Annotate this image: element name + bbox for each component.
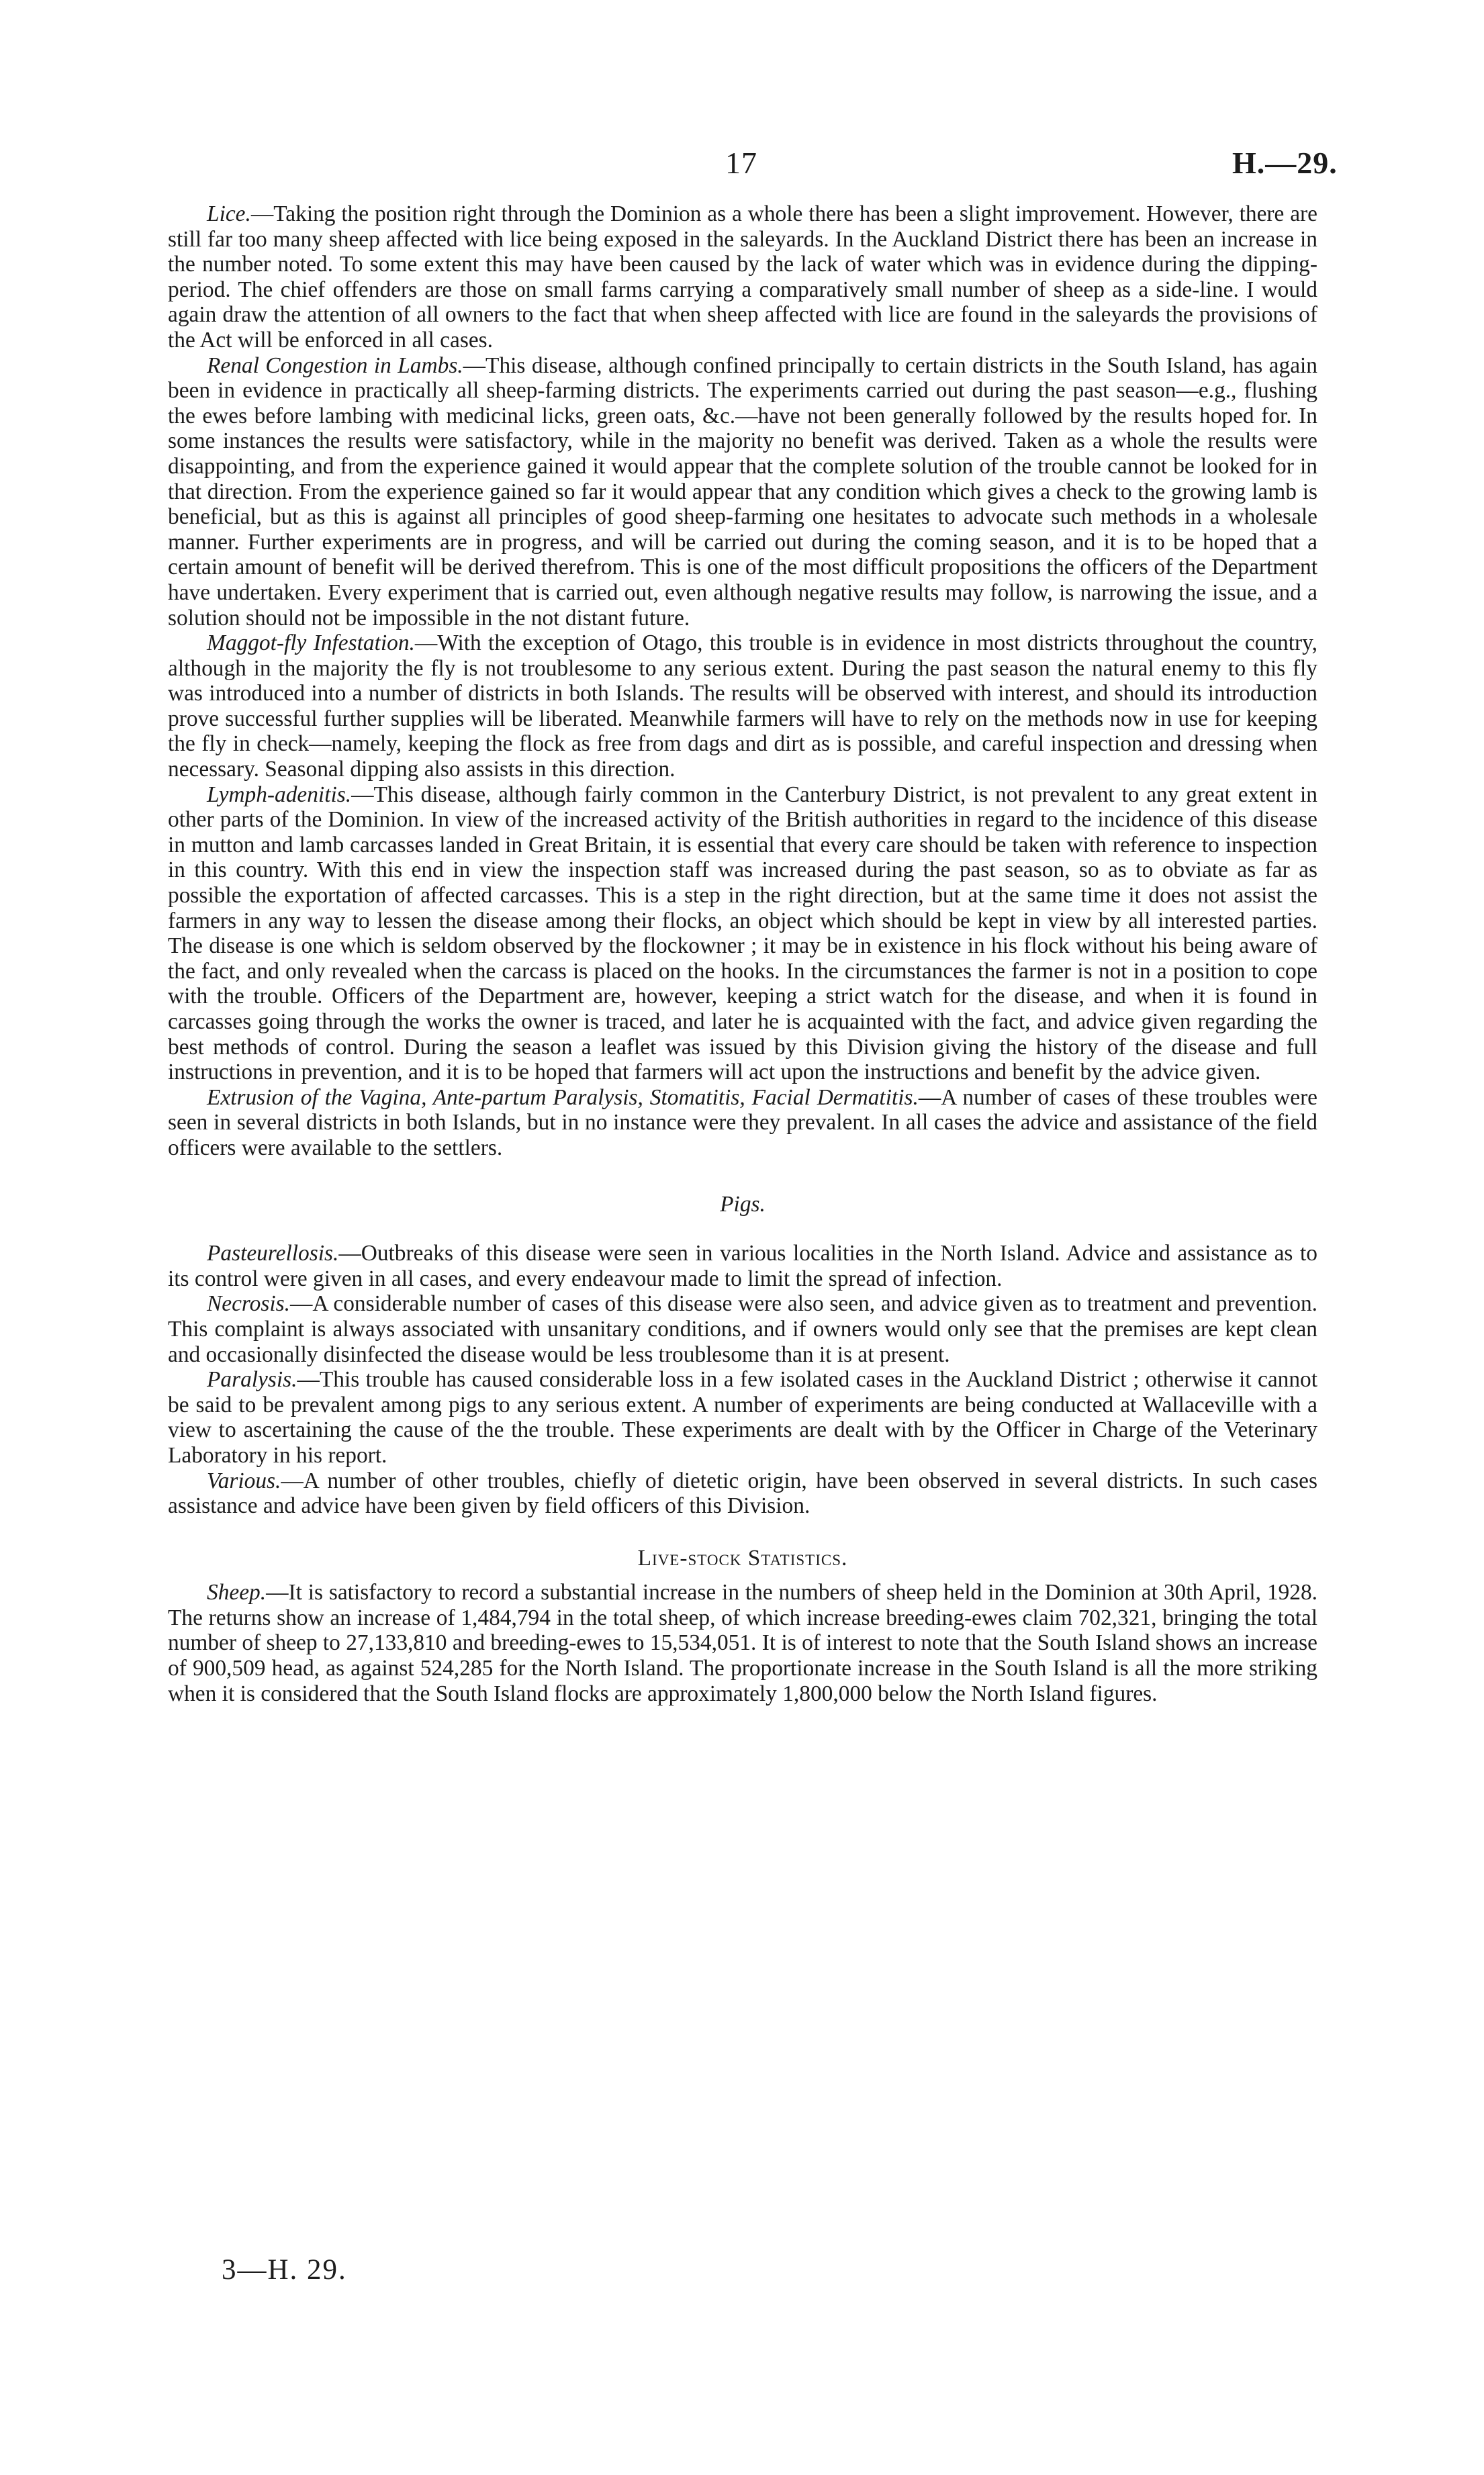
paragraph-lead: Paralysis. [207, 1367, 297, 1393]
paragraph-maggot-fly [168, 631, 1317, 782]
paragraph-pasteurellosis [168, 1241, 1317, 1291]
paragraph-lead: Necrosis. [207, 1291, 290, 1317]
paragraph-text: —A number of cases of these troubles were seen in several districts in both Islands, but in no instance were they prevalent. In all cases the advice and assistance of the field officers were available to the settlers. [168, 1084, 1318, 1160]
paragraph-lead: Renal Congestion in Lambs. [207, 353, 463, 378]
paragraph-lead: Pasteurellosis. [207, 1241, 339, 1266]
paragraph-lead: Lice. [207, 201, 251, 226]
paragraph-text: —Taking the position right through the Dominion as a whole there has been a slight improvement. However, there are still far too many sheep affected with lice being exposed in the saleyards. In the Auckland District there has been an increase in the number noted. To some extent this may have been caused by the lack of water which was in evidence during the dipping-period. The chief offenders are those on small farms carrying a comparatively small number of sheep as a side-line. I would again draw the attention of all owners to the fact that when sheep affected with lice are found in the saleyards the provisions of the Act will be enforced in all cases. [168, 201, 1317, 353]
paragraph-text: —With the exception of Otago, this trouble is in evidence in most districts throughout the country, although in the majority the fly is not troublesome to any serious extent. During the past season the natural enemy to this fly was introduced into a number of districts in both Islands. The results will be observed with interest, and should its introduction prove successful further supplies will be liberated. Meanwhile farmers will have to rely on the methods now in use for keeping the fly in check—namely, keeping the flock as free from dags and dirt as is possible, and careful inspection and dressing when necessary. Seasonal dipping also assists in this direction. [168, 631, 1318, 782]
paragraph-text: —A considerable number of cases of this disease were also seen, and advice given as to treatment and prevention. This complaint is always associated with unsanitary conditions, and if owners would only see that the premises are kept clean and occasionally disinfected the disease would be less troublesome than it is at present. [168, 1291, 1317, 1367]
page-number: 17 [725, 146, 757, 180]
paragraph-lead: Sheep. [207, 1580, 267, 1605]
paragraph-text: —This disease, although confined principally to certain districts in the South Island, has again been in evidence in practically all sheep-farming districts. The experiments carried out during the past season—e.g., flushing the ewes before lambing with medicinal licks, green oats, &c.—have not been generally followed by the results hoped for. In some instances the results were satisfactory, while in the majority no benefit was derived. Taken as a whole the results were disappointing, and from the experience gained it would appear that the complete solution of the trouble cannot be looked for in that direction. From the experience gained so far it would appear that any condition which gives a check to the growing lamb is beneficial, but as this is against all principles of good sheep-farming one hesitates to advocate such methods in a wholesale manner. Further experiments are in progress, and will be carried out during the coming season, and it is to be hoped that a certain amount of benefit will be derived therefrom. This is one of the most difficult propositions the officers of the Department have undertaken. Every experiment that is carried out, even although negative results may follow, is narrowing the issue, and a solution should not be impossible in the not distant future. [168, 353, 1317, 631]
page-signature: 3—H. 29. [222, 2254, 347, 2286]
paragraph-lead: Maggot-fly Infestation. [207, 631, 415, 656]
paragraph-lead: Extrusion of the Vagina, Ante-partum Paralysis, Stomatitis, Facial Dermatitis. [207, 1084, 919, 1110]
report-body [168, 201, 1317, 1706]
paragraph-text: —A number of other troubles, chiefly of dietetic origin, have been observed in several districts. In such cases assistance and advice have been given by field officers of this Division. [168, 1468, 1317, 1519]
paragraph-various [168, 1468, 1317, 1519]
paragraph-text: —It is satisfactory to record a substantial increase in the numbers of sheep held in the Dominion at 30th April, 1928. The returns show an increase of 1,484,794 in the total sheep, of which increase breeding-ewes claim 702,321, bringing the total number of sheep to 27,133,810 and breeding-ewes to 15,534,051. It is of interest to note that the South Island shows an increase of 900,509 head, as against 524,285 for the North Island. The proportionate increase in the South Island is all the more striking when it is considered that the South Island flocks are approximately 1,800,000 below the North Island figures. [168, 1580, 1317, 1706]
paragraph-lead: Lymph-adenitis. [207, 782, 352, 807]
section-heading-pigs: Pigs. [720, 1191, 766, 1217]
paragraph-text: —Outbreaks of this disease were seen in various localities in the North Island. Advice and assistance as to its control were given in all cases, and every endeavour made to limit the spread of infection. [168, 1241, 1317, 1291]
paragraph-sheep-statistics [168, 1580, 1317, 1706]
paragraph-extrusion [168, 1085, 1317, 1161]
paragraph-text: —This trouble has caused considerable loss in a few isolated cases in the Auckland District ; otherwise it cannot be said to be prevalent among pigs to any serious extent. A number of experiments are being conducted at Wallaceville with a view to ascertaining the cause of the the trouble. These experiments are dealt with by the Officer in Charge of the Veterinary Laboratory in his report. [168, 1367, 1317, 1468]
paragraph-lice [168, 201, 1317, 353]
paragraph-lead: Various. [207, 1468, 281, 1493]
paragraph-renal-congestion [168, 353, 1317, 631]
section-heading-live-stock-statistics: Live-stock Statistics. [637, 1545, 848, 1571]
paragraph-paralysis [168, 1367, 1317, 1468]
document-reference: H.—29. [1232, 146, 1338, 180]
paragraph-lymph-adenitis [168, 782, 1317, 1085]
paragraph-text: —This disease, although fairly common in the Canterbury District, is not prevalent to any great extent in other parts of the Dominion. In view of the increased activity of the British authorities in regard to the incidence of this disease in mutton and lamb carcasses landed in Great Britain, it is essential that every care should be taken with reference to inspection in this country. With this end in view the inspection staff was increased during the past season, so as to obviate as far as possible the exportation of affected carcasses. This is a step in the right direction, but at the same time it does not assist the farmers in any way to lessen the disease among their flocks, an object which should be kept in view by all interested parties. The disease is one which is seldom observed by the flockowner ; it may be in existence in his flock without his being aware of the fact, and only revealed when the carcass is placed on the hooks. In the circumstances the farmer is not in a position to cope with the trouble. Officers of the Department are, however, keeping a strict watch for the disease, and when it is found in carcasses going through the works the owner is traced, and later he is acquainted with the fact, and advice given regarding the best methods of control. During the season a leaflet was issued by this Division giving the history of the disease and full instructions in prevention, and it is to be hoped that farmers will act upon the instructions and benefit by the advice given. [168, 782, 1317, 1085]
paragraph-necrosis [168, 1291, 1317, 1367]
